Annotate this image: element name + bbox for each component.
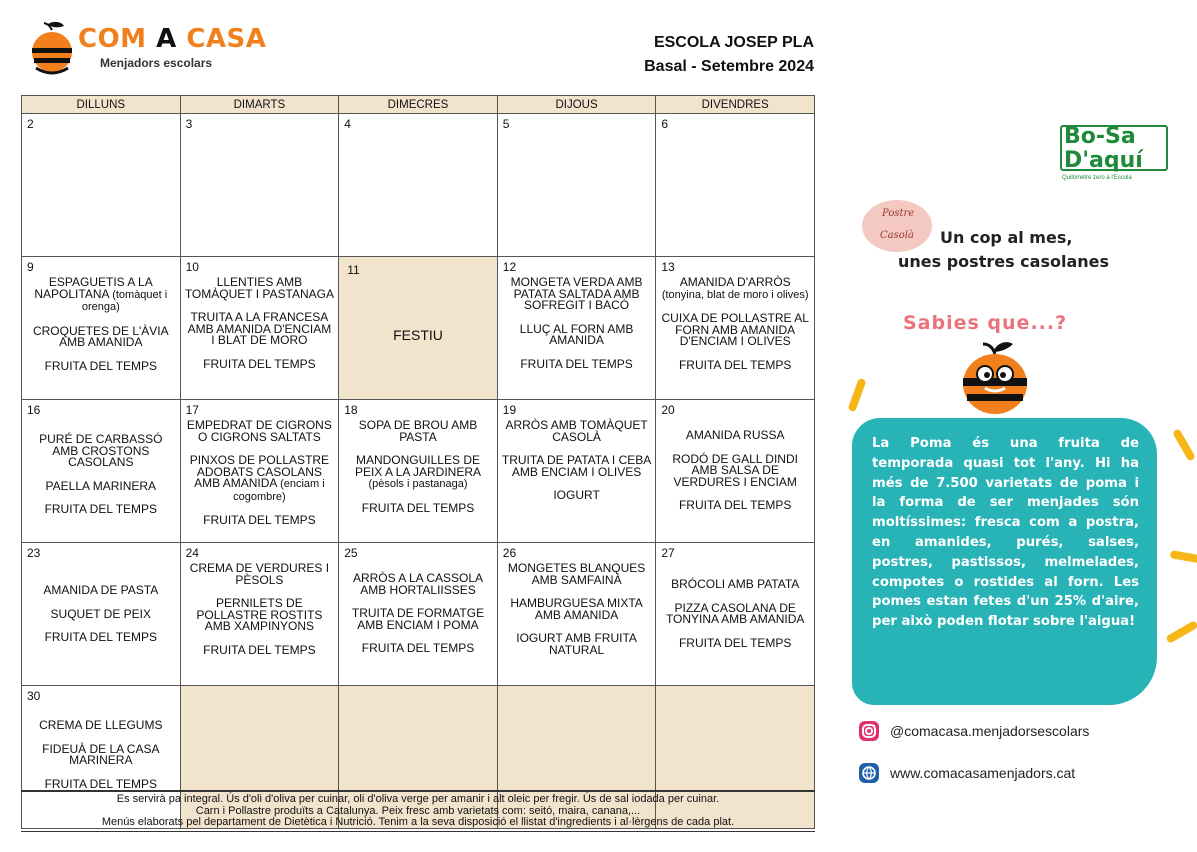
- bosa-tagline: Quilòmetre zero a l'Escola: [1062, 175, 1132, 181]
- day-number: 25: [344, 546, 358, 560]
- day-menu: [181, 400, 339, 527]
- first-course: AMANIDA DE PASTA: [43, 583, 159, 597]
- postres-message: [898, 226, 1110, 274]
- day-number: 6: [661, 117, 669, 131]
- day-number: 5: [502, 117, 510, 131]
- day-menu: [498, 543, 656, 656]
- weekday-thursday: DIJOUS: [497, 96, 656, 114]
- dessert: FRUITA DEL TEMPS: [361, 500, 475, 515]
- holiday-cell: [339, 257, 498, 400]
- second-course: LLUÇ AL FORN AMB AMANIDA: [519, 321, 634, 347]
- day-menu: [498, 257, 656, 370]
- footnote-line: Carn i Pollastre produïts a Catalunya. Peix fresc amb varietats com: seitó, maira, canana,...: [195, 804, 641, 817]
- day-menu: [22, 257, 180, 372]
- dessert: FRUITA DEL TEMPS: [678, 498, 792, 512]
- postres-line2: unes postres casolanes: [898, 252, 1110, 271]
- footnote: [21, 790, 815, 832]
- apple-logo-icon: [28, 18, 76, 76]
- dessert: FRUITA DEL TEMPS: [678, 357, 792, 372]
- week-row: [22, 400, 815, 543]
- dessert: FRUITA DEL TEMPS: [44, 776, 158, 791]
- second-course: MANDONGUILLES DE PEIX A LA JARDINERA (pèsols i pastanaga): [354, 453, 482, 490]
- day-cell: [339, 114, 498, 257]
- day-menu: [656, 543, 814, 649]
- day-cell: [22, 400, 181, 543]
- postres-badge: [862, 200, 932, 252]
- day-menu: [22, 400, 180, 516]
- day-number: 26: [502, 546, 517, 560]
- badge-top-text: Postre: [882, 208, 915, 219]
- day-cell: [656, 114, 815, 257]
- first-course: AMANIDA RUSSA: [685, 428, 785, 442]
- day-cell: [180, 543, 339, 686]
- dessert: FRUITA DEL TEMPS: [678, 635, 792, 650]
- first-course: AMANIDA D'ARRÒS (tonyina, blat de moro i olives): [661, 275, 809, 301]
- postres-line1: Un cop al mes,: [940, 228, 1073, 247]
- first-course: EMPEDRAT DE CIGRONS O CIGRONS SALTATS: [186, 418, 332, 444]
- day-number: 13: [661, 260, 675, 274]
- badge-bottom-text: Casolà: [880, 230, 914, 241]
- weekday-friday: DIVENDRES: [656, 96, 815, 114]
- day-menu: [181, 543, 339, 656]
- website-url: www.comacasamenjadors.cat: [890, 765, 1076, 781]
- bosa-logo-text: Bo-Sa D'aquí: [1064, 124, 1143, 173]
- week-row: [22, 114, 815, 257]
- first-course: LLENTIES AMB TOMÀQUET I PASTANAGA: [184, 275, 334, 301]
- poma-info-text: La Poma és una fruita de temporada quasi tot l'any. Hi ha més de 7.500 varietats de poma i la forma de ser menjades són moltíssimes: fresca com a postra, en amanides, purés, salses, postres, pastissos, melmelades, compotes o rostides al forn. Les pomes estan fetes d'un 25% d'aire, per això poden flotar sobre l'aigua!: [872, 436, 1139, 630]
- second-course: PIZZA CASOLANA DE TONYINA AMB AMANIDA: [665, 600, 805, 626]
- day-number: 24: [185, 546, 199, 560]
- brand-subtitle: Menjadors escolars: [100, 56, 213, 70]
- dessert: FRUITA DEL TEMPS: [44, 358, 158, 373]
- second-course: PERNILETS DE POLLASTRE ROSTITS AMB XAMPINYONS: [196, 596, 323, 633]
- day-cell: [22, 257, 181, 400]
- dessert: IOGURT AMB FRUITA NATURAL: [516, 631, 637, 657]
- first-course: CREMA DE VERDURES I PÈSOLS: [189, 561, 330, 587]
- first-course: BRÓCOLI AMB PATATA: [671, 577, 800, 591]
- second-course: PINXOS DE POLLASTRE ADOBATS CASOLANS AMB AMANIDA (enciam i cogombre): [189, 453, 330, 503]
- instagram-handle: @comacasa.menjadorsescolars: [890, 723, 1090, 739]
- first-course: ARRÒS A LA CASSOLA AMB HORTALIISSES: [352, 571, 484, 597]
- second-course: SUQUET DE PEIX: [50, 606, 152, 621]
- day-cell: [22, 543, 181, 686]
- day-cell: [497, 400, 656, 543]
- second-course: HAMBURGUESA MIXTA AMB AMANIDA: [510, 596, 643, 622]
- day-menu: [22, 543, 180, 644]
- second-course: TRUITA A LA FRANCESA AMB AMANIDA D'ENCIAM I BLAT DE MORO: [187, 310, 332, 347]
- globe-icon: [858, 762, 880, 784]
- day-number: 2: [27, 117, 34, 131]
- brand-name: COM A CASA: [78, 24, 267, 54]
- day-menu: [22, 686, 180, 790]
- footnote-line: Es servirà pa integral. Ús d'oli d'oliva per cuinar, oli d'oliva verge per amanir i alt oleic per fregir. Ús de sal iodada per cuinar.: [116, 793, 720, 805]
- first-course: ESPAGUETIS A LA NAPOLITANA (tomàquet i orenga): [34, 275, 168, 313]
- footnote-line: Menús elaborats pel departament de Dietètica i Nutrició. Tenim a la seva disposició el llistat d'ingredients i al·lèrgens de cada plat.: [101, 816, 735, 828]
- week-row: [22, 257, 815, 400]
- day-cell: [656, 400, 815, 543]
- day-number: 23: [27, 546, 41, 560]
- weekday-tuesday: DIMARTS: [180, 96, 339, 114]
- day-number: 30: [27, 689, 41, 703]
- decor-dash: [1172, 428, 1196, 461]
- day-cell: [180, 400, 339, 543]
- day-number: 4: [344, 117, 351, 131]
- decor-dash: [1165, 620, 1197, 644]
- day-number: 27: [661, 546, 675, 560]
- day-menu: [498, 400, 656, 502]
- day-cell: [497, 257, 656, 400]
- second-course: PAELLA MARINERA: [45, 478, 157, 493]
- school-header: [644, 31, 814, 79]
- second-course: CUIXA DE POLLASTRE AL FORN AMB AMANIDA D'ENCIAM I OLIVES: [661, 311, 809, 348]
- day-cell: [656, 543, 815, 686]
- day-cell: [497, 543, 656, 686]
- day-number: 9: [27, 260, 34, 274]
- school-name: ESCOLA JOSEP PLA: [653, 34, 814, 51]
- weekday-monday: DILLUNS: [22, 96, 181, 114]
- dessert: IOGURT: [553, 488, 600, 502]
- menu-calendar: [21, 95, 815, 829]
- first-course: MONGETES BLANQUES AMB SAMFAINA: [507, 561, 646, 587]
- day-number: 17: [185, 403, 199, 417]
- day-number: 10: [185, 260, 199, 274]
- dessert: FRUITA DEL TEMPS: [203, 356, 316, 371]
- day-cell: [339, 543, 498, 686]
- day-number: 19: [502, 403, 517, 417]
- apple-mascot-icon: [955, 338, 1035, 418]
- decor-dash: [847, 378, 866, 413]
- day-number: 12: [502, 260, 517, 274]
- day-cell: [656, 257, 815, 400]
- brand-logo: [28, 18, 267, 78]
- instagram-icon: [858, 720, 880, 742]
- menu-title: Basal - Setembre 2024: [644, 58, 814, 75]
- day-number: 11: [347, 263, 360, 277]
- day-number: 16: [27, 403, 41, 417]
- second-course: RODÓ DE GALL DINDI AMB SALSA DE VERDURES I ENCIAM: [672, 451, 798, 489]
- day-menu: [656, 257, 814, 371]
- first-course: SOPA DE BROU AMB PASTA: [358, 418, 478, 444]
- second-course: FIDEUÀ DE LA CASA MARINERA: [42, 741, 160, 767]
- first-course: MONGETA VERDA AMB PATATA SALTADA AMB SOFREGIT I BACÓ: [510, 275, 643, 312]
- dessert: FRUITA DEL TEMPS: [361, 641, 475, 655]
- day-cell: [339, 400, 498, 543]
- day-menu: [339, 400, 497, 514]
- second-course: TRUITA DE PATATA I CEBA AMB ENCIAM I OLIVES: [501, 453, 652, 479]
- dessert: FRUITA DEL TEMPS: [203, 642, 316, 657]
- day-menu: [181, 257, 339, 370]
- day-menu: [656, 400, 814, 512]
- day-cell: [22, 114, 181, 257]
- decor-dash: [1170, 550, 1197, 564]
- day-menu: [339, 543, 497, 655]
- dessert: FRUITA DEL TEMPS: [203, 513, 316, 527]
- sabies-que-title: Sabies que...?: [903, 312, 1068, 334]
- day-cell: [497, 114, 656, 257]
- dessert: FRUITA DEL TEMPS: [520, 356, 633, 371]
- day-number: 20: [661, 403, 675, 417]
- first-course: CREMA DE LLEGUMS: [39, 718, 163, 732]
- day-number: 3: [185, 117, 193, 131]
- day-cell: [180, 114, 339, 257]
- second-course: TRUITA DE FORMATGE AMB ENCIAM I POMA: [351, 606, 485, 632]
- day-cell: [180, 257, 339, 400]
- dessert: FRUITA DEL TEMPS: [44, 630, 158, 644]
- weekday-header-row: [22, 96, 815, 114]
- weekday-wednesday: DIMECRES: [339, 96, 498, 114]
- dessert: FRUITA DEL TEMPS: [44, 502, 158, 516]
- holiday-label: FESTIU: [393, 327, 443, 343]
- week-row: [22, 543, 815, 686]
- day-number: 18: [344, 403, 358, 417]
- bosa-daqui-logo: [1060, 125, 1168, 187]
- poma-info-box: [852, 418, 1157, 705]
- first-course: ARRÒS AMB TOMÀQUET CASOLÀ: [505, 418, 648, 444]
- second-course: CROQUETES DE L'ÀVIA AMB AMANIDA: [32, 323, 169, 349]
- first-course: PURÉ DE CARBASSÓ AMB CROSTONS CASOLANS: [39, 432, 163, 469]
